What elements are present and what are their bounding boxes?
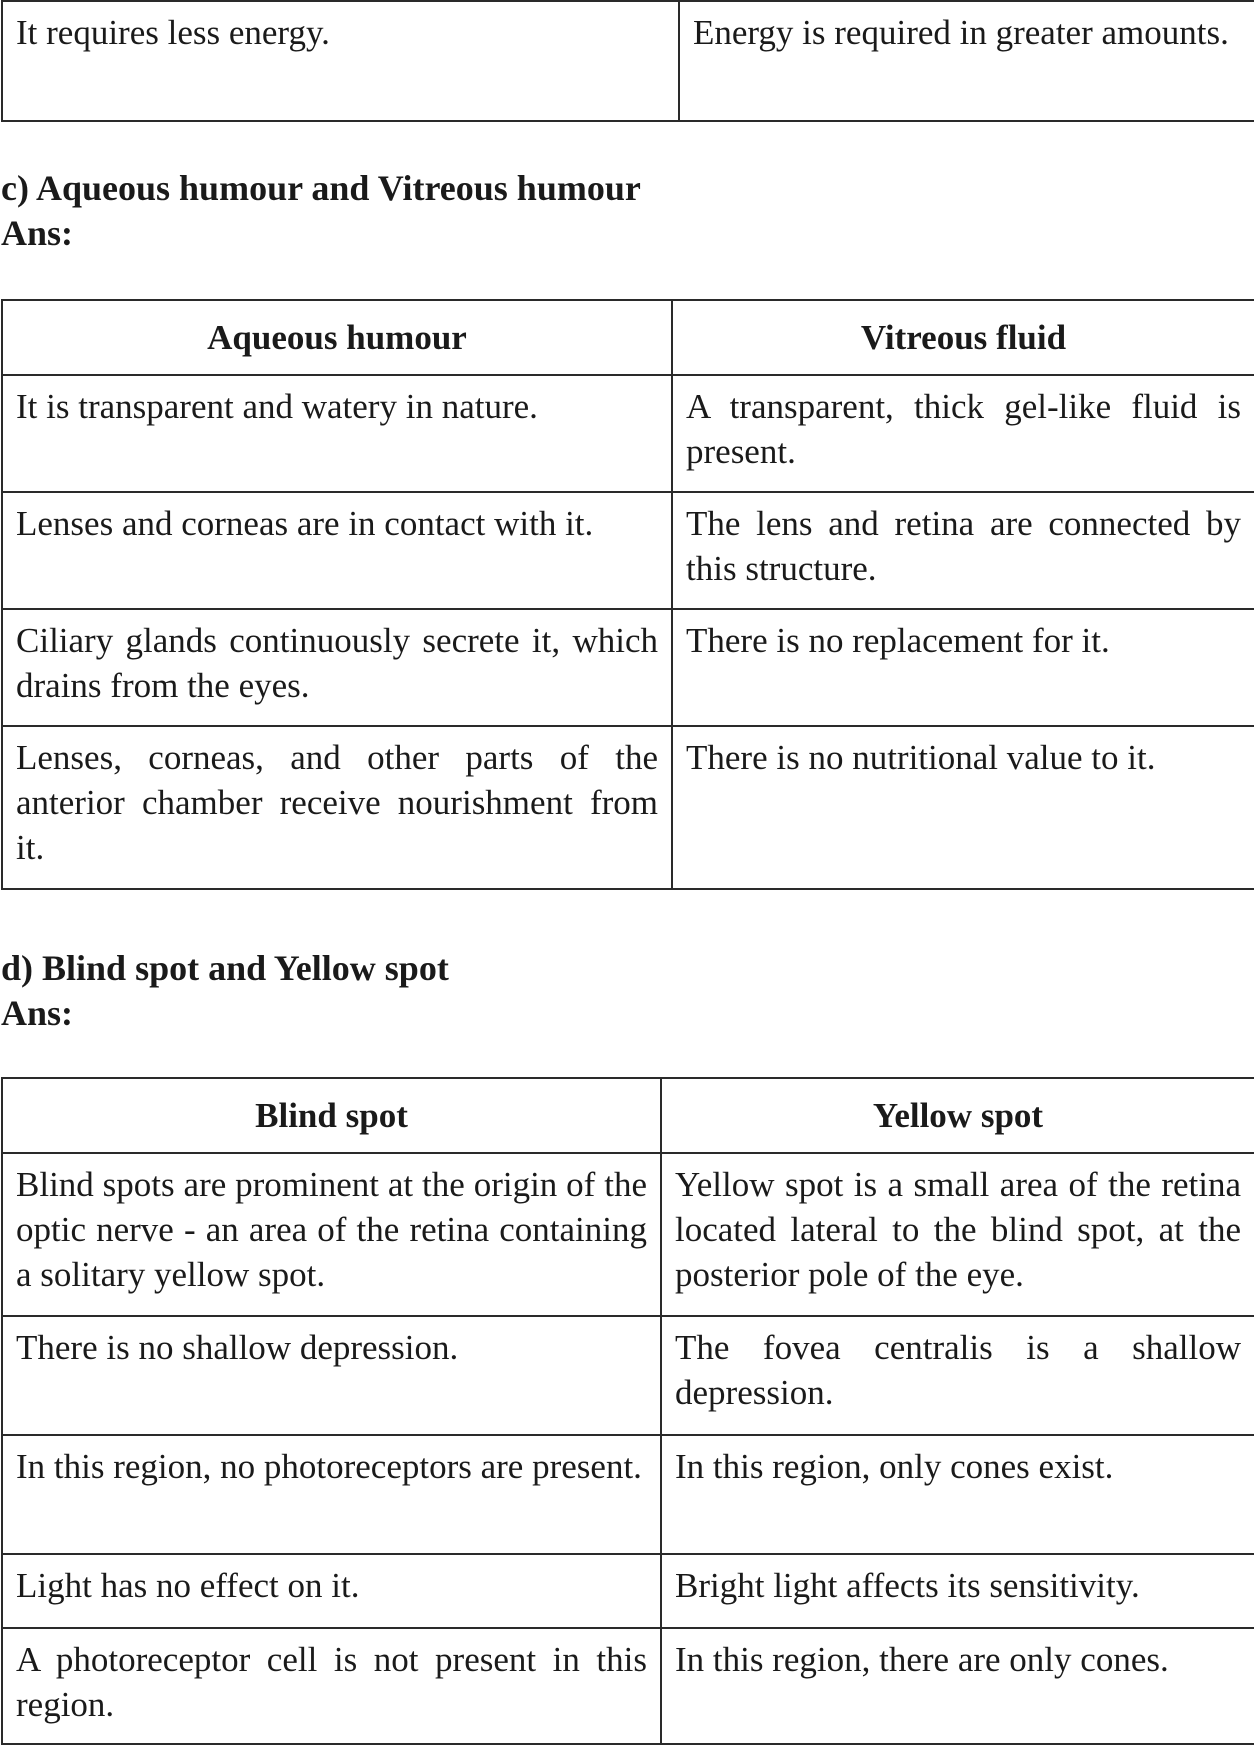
- table-row: [2, 1554, 1254, 1628]
- table-cell: There is no replacement for it.: [672, 609, 1254, 726]
- section-d-title: d) Blind spot and Yellow spot: [1, 948, 449, 988]
- table-row: [2, 1316, 1254, 1435]
- table-header-row: [2, 300, 1254, 375]
- column-header: Yellow spot: [661, 1078, 1254, 1153]
- table-cell: Ciliary glands continuously secrete it, which drains from the eyes.: [2, 609, 672, 726]
- table-cell: Blind spots are prominent at the origin of the optic nerve - an area of the retina containing a solitary yellow spot.: [2, 1153, 661, 1316]
- table-row: [2, 1435, 1254, 1554]
- section-c-title: c) Aqueous humour and Vitreous humour: [1, 168, 641, 208]
- table-cell: It is transparent and watery in nature.: [2, 375, 672, 492]
- comparison-table-continued: [1, 0, 1254, 122]
- table-cell: There is no nutritional value to it.: [672, 726, 1254, 889]
- table-row: [2, 375, 1254, 492]
- column-header: Blind spot: [2, 1078, 661, 1153]
- section-c-ans: Ans:: [1, 213, 74, 253]
- table-row: [2, 1, 1254, 121]
- table-row: [2, 609, 1254, 726]
- section-d-ans: Ans:: [1, 993, 74, 1033]
- table-row: [2, 1628, 1254, 1744]
- table-cell: In this region, there are only cones.: [661, 1628, 1254, 1744]
- table-cell: Bright light affects its sensitivity.: [661, 1554, 1254, 1628]
- table-cell: In this region, no photoreceptors are present.: [2, 1435, 661, 1554]
- table-cell: There is no shallow depression.: [2, 1316, 661, 1435]
- table-cell: The fovea centralis is a shallow depression.: [661, 1316, 1254, 1435]
- table-cell: Yellow spot is a small area of the retina located lateral to the blind spot, at the posterior pole of the eye.: [661, 1153, 1254, 1316]
- table-row: [2, 1153, 1254, 1316]
- table-header-row: [2, 1078, 1254, 1153]
- column-header: Aqueous humour: [2, 300, 672, 375]
- aqueous-vitreous-table: [1, 299, 1254, 890]
- table-cell: A photoreceptor cell is not present in this region.: [2, 1628, 661, 1744]
- table-cell: It requires less energy.: [2, 1, 679, 121]
- table-row: [2, 726, 1254, 889]
- table-cell: Energy is required in greater amounts.: [679, 1, 1254, 121]
- table-cell: Lenses, corneas, and other parts of the anterior chamber receive nourishment from it.: [2, 726, 672, 889]
- column-header: Vitreous fluid: [672, 300, 1254, 375]
- table-cell: Lenses and corneas are in contact with it.: [2, 492, 672, 609]
- table-cell: In this region, only cones exist.: [661, 1435, 1254, 1554]
- table-cell: A transparent, thick gel-like fluid is present.: [672, 375, 1254, 492]
- table-row: [2, 492, 1254, 609]
- table-cell: The lens and retina are connected by this structure.: [672, 492, 1254, 609]
- table-cell: Light has no effect on it.: [2, 1554, 661, 1628]
- blind-yellow-spot-table: [1, 1077, 1254, 1745]
